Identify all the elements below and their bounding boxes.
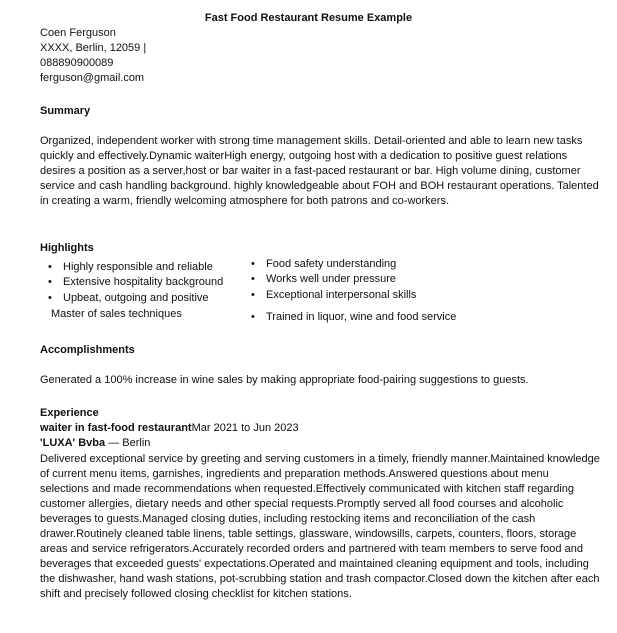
experience-company: 'LUXA' Bvba [40,437,106,449]
bullet-icon: • [48,276,52,288]
experience-city: Berlin [122,437,151,449]
experience-role: waiter in fast-food restaurant [40,422,192,434]
summary-heading: Summary [40,105,91,117]
bullet-icon: • [251,289,255,301]
bullet-icon: • [48,261,52,273]
experience-description: Delivered exceptional service by greeting and serving customers in a timely, friendly manner.Maintained knowledge of current menu items, garnishes, ingredients and preparation methods.Answered questions about menu selections and made recommendations when requested.Effectively communicated with kitchen staff regarding customer allergies, dietary needs and other special requests.Promptly served all food courses and alcoholic beverages to guests.Managed closing duties, including restocking items and reconciliation of the cash drawer.Routinely cleaned table linens, table settings, glassware, windowsills, carpets, counters, floors, storage areas and service refrigerators.Accurately recorded orders and partnered with team members to serve food and beverages that exceeded guests' expectations.Operated and maintained cleaning equipment and tools, including the dishwasher, hand wash stations, pot-scrubbing station and trash compactor.Closed down the kitchen after each shift and precisely followed closing checklist for kitchen stations. [40,453,600,600]
contact-address: XXXX, Berlin, 12059 | [40,42,147,54]
document-title: Fast Food Restaurant Resume Example [204,12,413,24]
contact-email: ferguson@gmail.com [40,72,145,84]
highlights-heading: Highlights [40,242,94,254]
accomplishments-text: Generated a 100% increase in wine sales by making appropriate food-pairing suggestions to guests. [40,374,529,386]
bullet-icon: • [251,273,255,285]
bullet-icon: • [251,258,255,270]
experience-company-line [40,436,150,451]
bullet-icon: • [48,292,52,304]
accomplishments-heading: Accomplishments [40,344,135,356]
summary-text: Organized, independent worker with strong time management skills. Detail-oriented and able to learn new tasks quickly and effectively.Dynamic waiterHigh energy, outgoing host with a dedication to positive guest relations desires a position as a server,host or bar waiter in a fast-paced restaurant or bar. High volume dining, customer service and cash handling background. highly knowledgeable about FOH and BOH restaurant operations. Talented in creating a warm, friendly welcoming atmosphere for both patrons and co-workers. [40,135,599,207]
contact-name: Coen Ferguson [40,27,116,39]
bullet-icon: • [251,311,255,323]
experience-heading: Experience [40,407,99,419]
experience-role-line [40,421,299,436]
contact-phone: 088890900089 [40,57,114,69]
highlight-item-unbulleted: Master of sales techniques [51,308,182,320]
experience-separator: — [108,437,120,449]
experience-dates: Mar 2021 to Jun 2023 [191,422,299,434]
